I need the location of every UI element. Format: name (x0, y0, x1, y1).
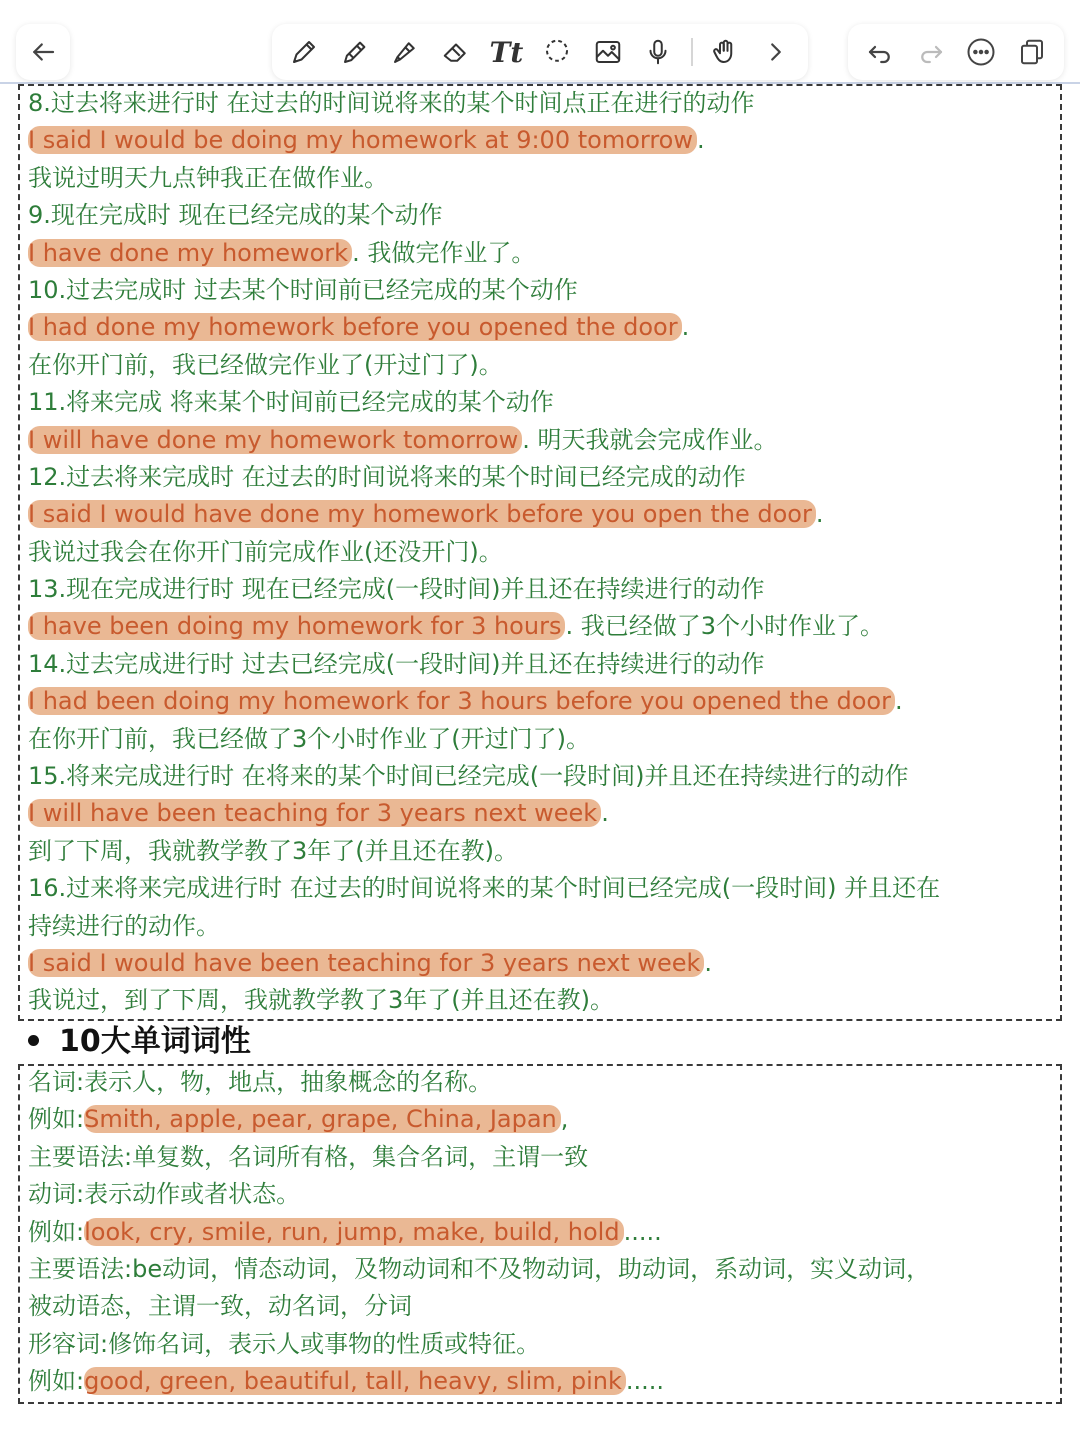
note-line (28, 272, 940, 309)
note-line (28, 721, 940, 758)
pages-icon[interactable] (1014, 34, 1050, 70)
note-text: . 我已经做了3个小时作业了。 (565, 612, 884, 641)
note-line (28, 571, 940, 608)
highlighted-text: I have done my homework (28, 239, 352, 267)
note-line (28, 1363, 930, 1400)
note-line (28, 608, 940, 645)
note-line (28, 945, 940, 982)
note-line (28, 870, 940, 907)
note-line (28, 1176, 930, 1213)
note-line (28, 459, 940, 496)
note-text: 11.将来完成 将来某个时间前已经完成的某个动作 (28, 388, 554, 417)
note-line (28, 197, 940, 234)
highlighted-text: I will have been teaching for 3 years next week (28, 799, 601, 827)
undo-icon[interactable] (862, 34, 898, 70)
note-line (28, 347, 940, 384)
note-line (28, 534, 940, 571)
note-text: 9.现在完成时 现在已经完成的某个动作 (28, 201, 443, 230)
highlighted-text: I said I would be doing my homework at 9:00 tomorrow (28, 126, 697, 154)
note-text: 我说过明天九点钟我正在做作业。 (28, 163, 388, 192)
note-text: , (560, 1105, 569, 1134)
note-line (28, 1139, 930, 1176)
note-line (28, 1101, 930, 1138)
document-actions-bar (848, 24, 1064, 80)
bullet-icon (28, 1035, 39, 1046)
note-line (28, 1214, 930, 1251)
note-line (28, 122, 940, 159)
note-text: . 我做完作业了。 (352, 238, 536, 267)
note-text: ..... (623, 1217, 662, 1246)
note-line (28, 85, 940, 122)
parts-of-speech-lines (28, 1064, 930, 1401)
note-text: 13.现在完成进行时 现在已经完成(一段时间)并且还在持续进行的动作 (28, 575, 765, 604)
note-line (28, 646, 940, 683)
drawing-tools-bar (272, 24, 808, 80)
note-text: 在你开门前，我已经做完作业了(开过门了)。 (28, 350, 503, 379)
note-text: 形容词:修饰名词，表示人或事物的性质或特征。 (28, 1329, 541, 1358)
note-text: . 明天我就会完成作业。 (522, 425, 778, 454)
highlighted-text: I said I would have done my homework before you open the door (28, 500, 816, 528)
more-icon[interactable] (963, 34, 999, 70)
note-text: 持续进行的动作。 (28, 911, 220, 940)
highlighted-text: I will have done my homework tomorrow (28, 426, 522, 454)
note-line (28, 683, 940, 720)
note-line (28, 384, 940, 421)
section-heading-text: 10大单词词性 (59, 1024, 251, 1059)
arrow-left-icon (25, 34, 61, 70)
note-text: 15.将来完成进行时 在将来的某个时间已经完成(一段时间)并且还在持续进行的动作 (28, 762, 909, 791)
note-text: 8.过去将来进行时 在过去的时间说将来的某个时间点正在进行的动作 (28, 89, 755, 117)
pencil-icon[interactable] (337, 34, 373, 70)
note-line (28, 496, 940, 533)
text-tool-label: Tt (489, 35, 524, 69)
note-line (28, 1326, 930, 1363)
note-line (28, 1288, 930, 1325)
note-text: 10.过去完成时 过去某个时间前已经完成的某个动作 (28, 275, 578, 304)
note-text: 动词:表示动作或者状态。 (28, 1180, 301, 1209)
note-text: 例如: (28, 1105, 85, 1134)
note-text: 被动语态，主谓一致，动名词，分词 (28, 1292, 412, 1321)
note-text: 主要语法:be动词，情态动词，及物动词和不及物动词，助动词，系动词，实义动词， (28, 1254, 931, 1283)
highlighted-text: I have been doing my homework for 3 hours (28, 612, 565, 640)
note-line (28, 1251, 930, 1288)
lasso-icon[interactable] (539, 34, 575, 70)
note-text: 主要语法:单复数，名词所有格，集合名词，主谓一致 (28, 1142, 589, 1171)
note-line (28, 795, 940, 832)
hand-gesture-icon[interactable] (707, 34, 743, 70)
section-heading (28, 1022, 251, 1062)
note-text: 到了下周，我就教学教了3年了(并且还在教)。 (28, 836, 518, 865)
note-text: 14.过去完成进行时 过去已经完成(一段时间)并且还在持续进行的动作 (28, 649, 765, 678)
highlighted-text: look, cry, smile, run, jump, make, build, hold (84, 1218, 623, 1246)
note-line (28, 758, 940, 795)
highlighted-text: good, green, beautiful, tall, heavy, slim, pink (84, 1367, 626, 1395)
note-text: . (894, 687, 903, 716)
note-text: 在你开门前，我已经做了3个小时作业了(开过门了)。 (28, 724, 590, 753)
note-text: 名词:表示人，物，地点，抽象概念的名称。 (28, 1068, 493, 1096)
note-text: . (815, 500, 824, 529)
image-icon[interactable] (590, 34, 626, 70)
note-line (28, 1064, 930, 1101)
highlighted-text: I had done my homework before you opened the door (28, 313, 682, 341)
text-tool-icon[interactable] (488, 34, 524, 70)
note-text: 我说过，到了下周，我就教学教了3年了(并且还在教)。 (28, 986, 614, 1015)
note-text: . (696, 126, 705, 155)
highlighted-text: I had been doing my homework for 3 hours before you opened the door (28, 687, 895, 715)
note-line (28, 908, 940, 945)
toolbar-divider (691, 38, 693, 66)
note-line (28, 833, 940, 870)
redo-icon[interactable] (913, 34, 949, 70)
note-text: ..... (625, 1367, 665, 1396)
back-button[interactable] (16, 24, 70, 80)
note-text: . (601, 799, 609, 828)
note-text: 例如: (28, 1367, 85, 1396)
note-text: . (681, 313, 690, 342)
note-line (28, 982, 940, 1019)
marker-icon[interactable] (387, 34, 423, 70)
note-text: 12.过去将来完成时 在过去的时间说将来的某个时间已经完成的动作 (28, 462, 746, 491)
note-line (28, 309, 940, 346)
note-line (28, 160, 940, 197)
note-line (28, 422, 940, 459)
note-text: . (704, 948, 713, 977)
note-text: 16.过来将来完成进行时 在过去的时间说将来的某个时间已经完成(一段时间) 并且还在 (28, 874, 941, 903)
note-text: 我说过我会在你开门前完成作业(还没开门)。 (28, 537, 503, 566)
highlighted-text: Smith, apple, pear, grape, China, Japan (84, 1105, 561, 1133)
chevron-right-icon[interactable] (758, 34, 794, 70)
note-line (28, 235, 940, 272)
pen-icon[interactable] (286, 34, 322, 70)
note-text: 例如: (28, 1217, 85, 1246)
highlighted-text: I said I would have been teaching for 3 years next week (28, 949, 704, 977)
tenses-lines (28, 85, 940, 1020)
top-toolbar (0, 0, 1080, 84)
eraser-icon[interactable] (438, 34, 474, 70)
microphone-icon[interactable] (640, 34, 676, 70)
